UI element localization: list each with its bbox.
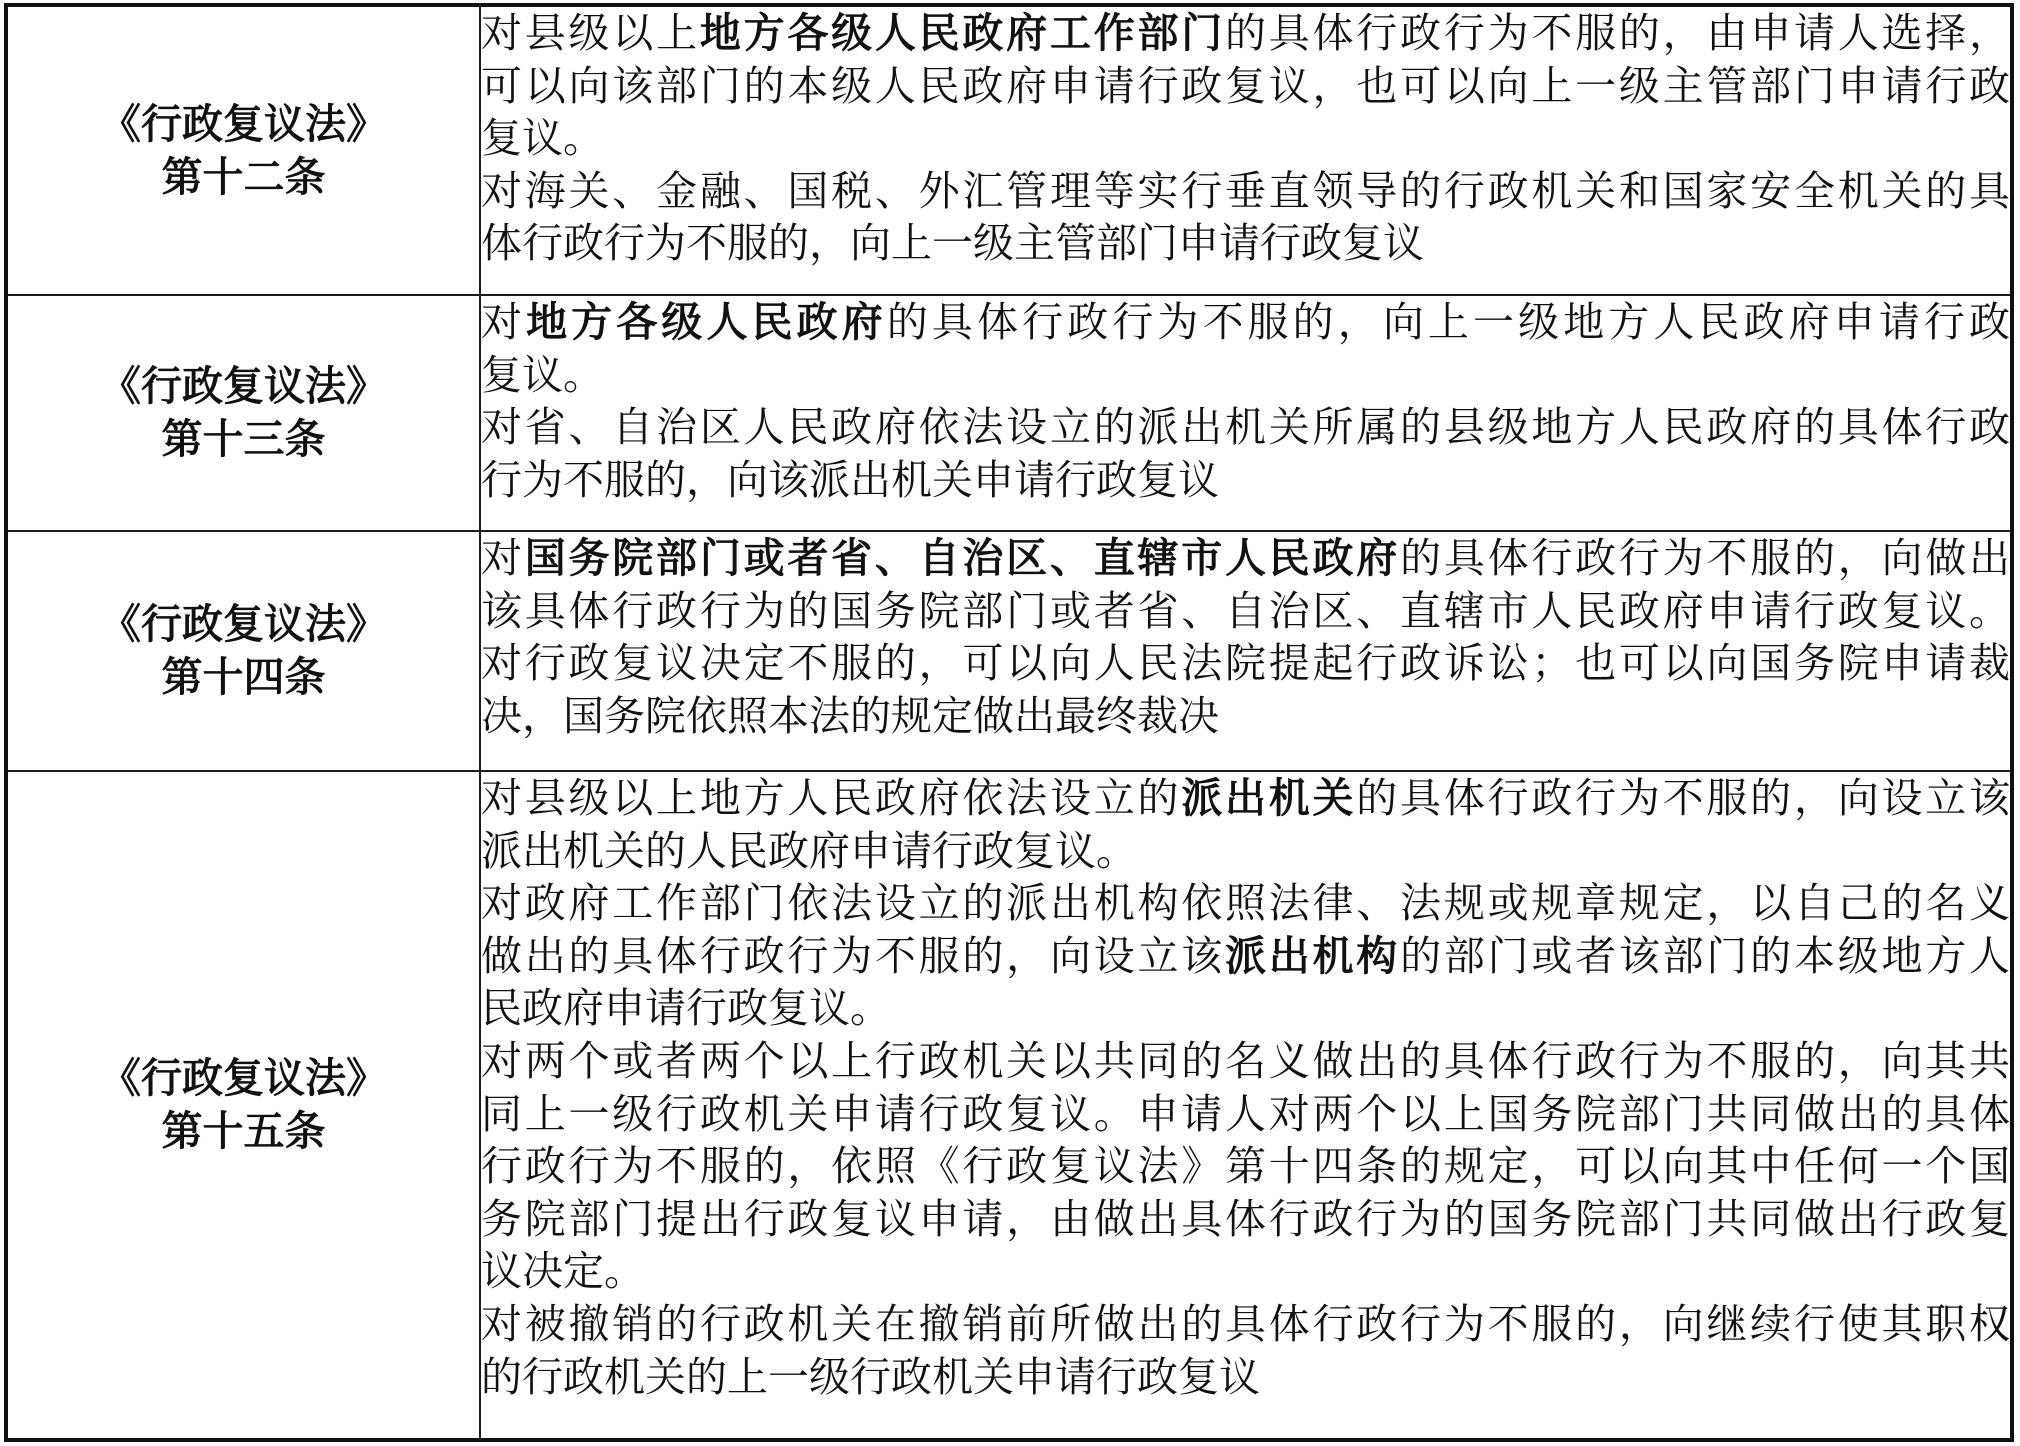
provision-row [6, 771, 2012, 1440]
text-run: 对县级以上地方人民政府依法设立的 [481, 774, 1182, 822]
provision-text-cell [480, 771, 2012, 1440]
article-number: 第十三条 [161, 415, 326, 463]
provision-paragraph [481, 296, 2010, 401]
provision-text-cell [480, 531, 2012, 771]
emphasis-run: 派出机构 [1225, 931, 1401, 980]
text-run: 对 [481, 534, 525, 582]
text-line [481, 772, 2010, 825]
text-line: 对省、自治区人民政府依法设立的派出机关所属的县级地方人民政府的具体行政 [481, 403, 2010, 452]
text-line: 的行政机关的上一级行政机关申请行政复议 [481, 1352, 1260, 1401]
text-line [481, 930, 2010, 983]
provision-paragraph [481, 772, 2010, 877]
emphasis-run: 地方各级人民政府 [526, 298, 887, 346]
provision-paragraph [481, 637, 2010, 742]
provision-paragraph [481, 532, 2010, 637]
emphasis-run: 地方各级人民政府工作部门 [699, 9, 1226, 57]
text-run: 的具体行政行为不服的，向设立该 [1356, 774, 2011, 822]
text-line: 决，国务院依照本法的规定做出最终裁决 [481, 691, 1219, 740]
law-name: 《行政复议法》 [100, 1054, 387, 1103]
text-line: 同上一级行政机关申请行政复议。申请人对两个以上国务院部门共同做出的具体 [481, 1089, 2010, 1138]
text-line: 该具体行政行为的国务院部门或者省、自治区、直辖市人民政府申请行政复议。 [481, 586, 2010, 635]
document-page [4, 3, 2014, 1442]
text-line: 对两个或者两个以上行政机关以共同的名义做出的具体行政行为不服的，向其共 [481, 1036, 2010, 1085]
text-line: 体行政行为不服的，向上一级主管部门申请行政复议 [481, 219, 1424, 268]
provision-row [6, 295, 2012, 531]
article-cell [6, 531, 480, 771]
article-number: 第十五条 [161, 1107, 326, 1155]
provision-paragraph [481, 165, 2010, 270]
provision-row [6, 531, 2012, 771]
law-name: 《行政复议法》 [100, 99, 387, 148]
text-run: 的具体行政行为不服的，向做出 [1400, 534, 2011, 582]
provision-text-cell [480, 5, 2012, 295]
text-line: 对行政复议决定不服的，可以向人民法院提起行政诉讼；也可以向国务院申请裁 [481, 639, 2010, 688]
provision-paragraph [481, 7, 2010, 165]
text-line: 对海关、金融、国税、外汇管理等实行垂直领导的行政机关和国家安全机关的具 [481, 166, 2010, 215]
text-run: 对 [481, 298, 527, 346]
text-line [481, 532, 2010, 585]
text-line: 对被撤销的行政机关在撤销前所做出的具体行政行为不服的，向继续行使其职权 [481, 1299, 2010, 1348]
text-line: 民政府申请行政复议。 [481, 984, 891, 1033]
text-run: 的部门或者该部门的本级地方人 [1400, 931, 2011, 980]
provision-paragraph [481, 1298, 2010, 1403]
text-line: 务院部门提出行政复议申请，由做出具体行政行为的国务院部门共同做出行政复 [481, 1194, 2010, 1243]
article-cell [6, 771, 480, 1440]
text-line: 行为不服的，向该派出机关申请行政复议 [481, 455, 1219, 504]
article-number: 第十四条 [161, 653, 326, 701]
article-number: 第十二条 [161, 152, 326, 201]
article-cell [6, 295, 480, 531]
text-run: 对县级以上 [481, 9, 700, 57]
text-line: 行政行为不服的，依照《行政复议法》第十四条的规定，可以向其中任何一个国 [481, 1142, 2010, 1191]
law-name: 《行政复议法》 [100, 600, 387, 649]
text-run: 的具体行政行为不服的，由申请人选择， [1225, 9, 2011, 57]
law-name: 《行政复议法》 [100, 362, 387, 411]
text-line [481, 7, 2010, 60]
provision-text-cell [480, 295, 2012, 531]
text-line: 可以向该部门的本级人民政府申请行政复议，也可以向上一级主管部门申请行政 [481, 61, 2010, 110]
provision-paragraph [481, 401, 2010, 506]
emphasis-run: 国务院部门或者省、自治区、直辖市人民政府 [524, 534, 1401, 582]
provision-paragraph [481, 1035, 2010, 1298]
text-run: 的具体行政行为不服的，向上一级地方人民政府申请行政 [886, 298, 2011, 346]
text-line: 派出机关的人民政府申请行政复议。 [481, 826, 1137, 875]
provisions-table [4, 3, 2014, 1442]
text-line: 复议。 [481, 114, 604, 163]
text-line: 议决定。 [481, 1247, 645, 1296]
text-run: 做出的具体行政行为不服的，向设立该 [481, 931, 1225, 980]
emphasis-run: 派出机关 [1181, 774, 1357, 822]
text-line: 对政府工作部门依法设立的派出机构依照法律、法规或规章规定，以自己的名义 [481, 879, 2010, 928]
article-cell [6, 5, 480, 295]
provision-row [6, 5, 2012, 295]
text-line: 复议。 [481, 350, 604, 399]
text-line [481, 296, 2010, 349]
provision-paragraph [481, 877, 2010, 1035]
